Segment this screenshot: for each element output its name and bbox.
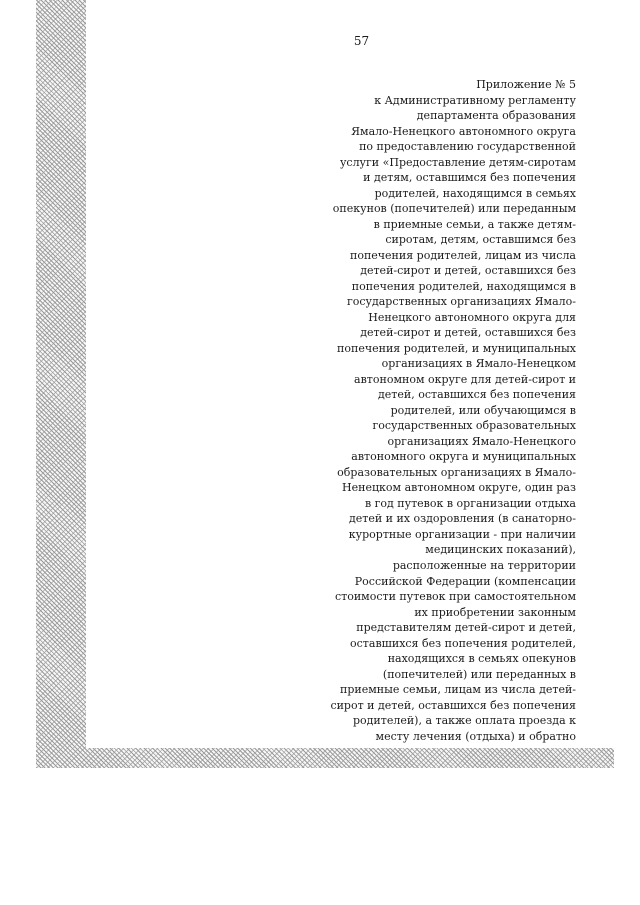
appendix-line: к Административному регламенту [374,93,576,107]
appendix-line: курортные организации - при наличии [348,527,576,541]
appendix-line: оставшихся без попечения родителей, [350,636,576,650]
appendix-line: расположенные на территории [392,558,576,572]
appendix-line: автономного округа и муниципальных [351,450,576,464]
appendix-line: в год путевок в организации отдыха [364,496,576,510]
appendix-line: родителей), а также оплата проезда к [352,714,576,728]
appendix-line: департамента образования [416,109,576,123]
appendix-line: Приложение № 5 [476,78,576,91]
appendix-line: государственных образовательных [372,419,576,433]
document-page [86,0,637,748]
appendix-header [330,77,576,744]
appendix-line: попечения родителей, и муниципальных [337,341,576,355]
appendix-line: Ненецкого автономного округа для [368,310,576,324]
appendix-line: государственных организациях Ямало- [346,295,576,309]
appendix-line: и детям, оставшимся без попечения [363,171,576,185]
appendix-line: сиротам, детям, оставшимся без [385,233,576,247]
appendix-line: услуги «Предоставление детям-сиротам [339,155,576,169]
appendix-line: по предоставлению государственной [359,140,576,154]
appendix-line: родителей, находящимся в семьях [374,186,576,200]
appendix-line: (попечителей) или переданных в [382,667,576,681]
appendix-line: родителей, или обучающимся в [390,403,576,417]
appendix-line: приемные семьи, лицам из числа детей- [340,683,576,697]
appendix-line: медицинских показаний), [425,543,576,557]
appendix-line: детей и их оздоровления (в санаторно- [348,512,576,526]
appendix-line: представителям детей-сирот и детей, [356,621,576,635]
appendix-line: в приемные семьи, а также детям- [373,217,576,231]
appendix-line: автономном округе для детей-сирот и [354,372,576,386]
appendix-line: находящихся в семьях опекунов [387,652,576,666]
appendix-line: детей-сирот и детей, оставшихся без [360,264,576,278]
appendix-line: Российской Федерации (компенсации [354,574,576,588]
appendix-line: месту лечения (отдыха) и обратно [375,729,576,743]
appendix-line: Ямало-Ненецкого автономного округа [351,124,576,138]
appendix-line: стоимости путевок при самостоятельном [334,590,576,604]
appendix-line: попечения родителей, лицам из числа [349,248,576,262]
scan-border [36,0,614,768]
appendix-line: образовательных организациях в Ямало- [337,465,576,479]
appendix-line: опекунов (попечителей) или переданным [332,202,576,216]
appendix-line: детей-сирот и детей, оставшихся без [360,326,576,340]
appendix-line: детей, оставшихся без попечения [378,388,576,402]
appendix-line: Ненецком автономном округе, один раз [342,481,576,495]
appendix-line: организациях Ямало-Ненецкого [387,434,576,448]
appendix-line: попечения родителей, находящимся в [351,279,576,293]
appendix-line: сирот и детей, оставшихся без попечения [330,698,576,712]
page-number: 57 [353,34,370,48]
appendix-line: организациях в Ямало-Ненецком [381,357,576,371]
appendix-line: их приобретении законным [414,605,576,619]
